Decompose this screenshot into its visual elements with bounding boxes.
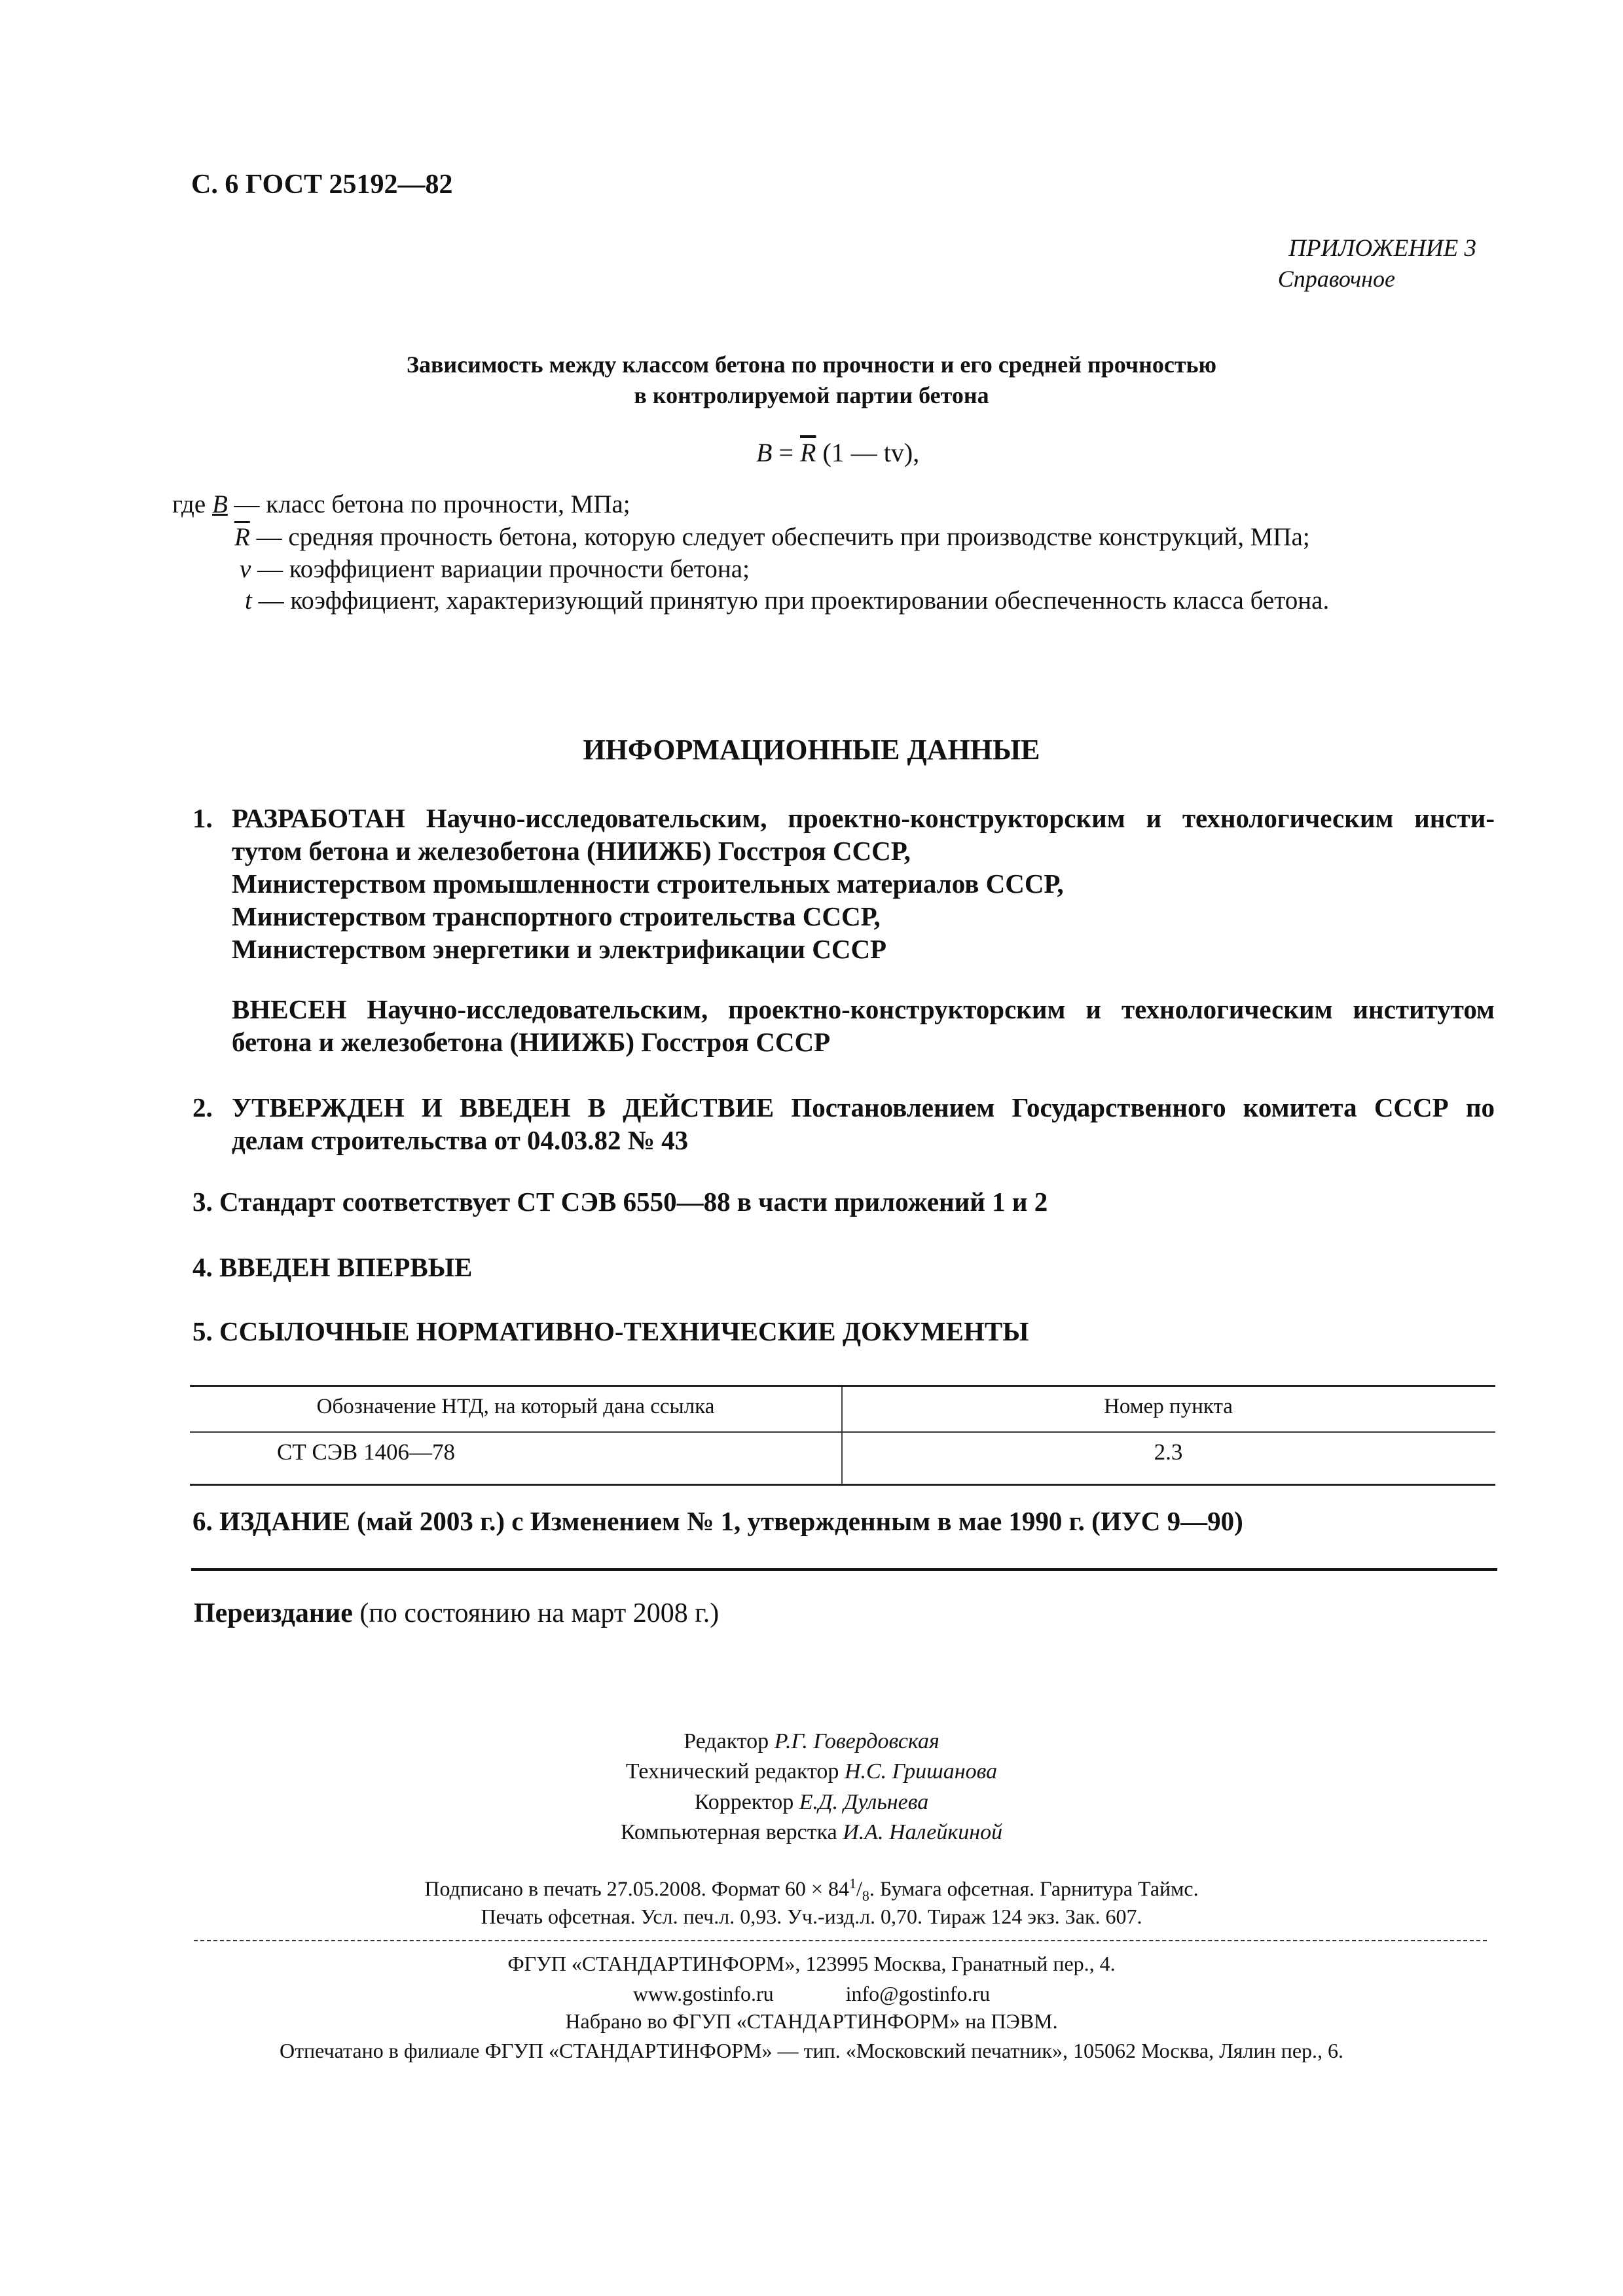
where-definition	[245, 586, 1329, 615]
where-definition	[172, 490, 630, 519]
imprint-divider	[194, 1940, 1487, 1941]
formula-mean-strength-symbol: $\overline{R}$	[800, 438, 816, 467]
info-heading: ИНФОРМАЦИОННЫЕ ДАННЫЕ	[583, 734, 1040, 766]
formula-class-symbol: B	[756, 438, 773, 467]
credit-line	[0, 1729, 1623, 1754]
where-text: — класс бетона по прочности, МПа;	[227, 490, 630, 518]
credit-line	[0, 1820, 1623, 1845]
item-2-line: УТВЕРЖДЕН И ВВЕДЕН В ДЕЙСТВИЕ Постановлением Государственного комитета СССР по	[232, 1092, 1495, 1122]
where-text: — коэффициент вариации прочности бетона;	[251, 555, 750, 583]
divider	[191, 1568, 1497, 1571]
item-1-line: Министерством энергетики и электрификации СССР	[232, 934, 887, 964]
reprint-text: (по состоянию на март 2008 г.)	[352, 1598, 720, 1628]
imprint-fraction-numerator: 1	[848, 1875, 856, 1892]
item-1-line: ВНЕСЕН Научно-исследовательским, проектно-конструкторским и технологическим институтом	[232, 994, 1495, 1024]
imprint-fraction-slash: /	[856, 1876, 862, 1901]
appendix-type: Справочное	[1277, 266, 1395, 292]
imprint-text: . Бумага офсетная. Гарнитура Таймс.	[869, 1876, 1199, 1901]
table-header-cell: Номер пункта	[1104, 1395, 1233, 1418]
publisher-address: ФГУП «СТАНДАРТИНФОРМ», 123995 Москва, Гранатный пер., 4.	[507, 1952, 1116, 1975]
imprint-line-1	[0, 1875, 1623, 1905]
credit-name: И.А. Налейкиной	[843, 1820, 1003, 1844]
page-header: С. 6 ГОСТ 25192—82	[191, 170, 453, 200]
where-text: — коэффициент, характеризующий принятую при проектировании обеспеченность класса бетона.	[251, 586, 1330, 615]
credit-role: Технический редактор	[625, 1759, 845, 1784]
publisher-email: info@gostinfo.ru	[845, 1982, 991, 2005]
where-definition	[234, 522, 1310, 552]
item-1-line: бетона и железобетона (НИИЖБ) Госстроя СССР	[232, 1027, 831, 1057]
credit-name: Р.Г. Говердовская	[774, 1729, 939, 1753]
appendix-number: ПРИЛОЖЕНИЕ 3	[1288, 235, 1476, 262]
where-symbol: B	[211, 490, 228, 518]
formula	[756, 437, 919, 468]
table-cell: СТ СЭВ 1406—78	[277, 1439, 456, 1465]
where-symbol: $\overline{R}$	[234, 523, 250, 551]
reprint-label: Переиздание	[194, 1598, 353, 1628]
reference-table	[190, 1385, 1495, 1486]
table-header-cell: Обозначение НТД, на который дана ссылка	[316, 1395, 715, 1418]
item-5: 5. ССЫЛОЧНЫЕ НОРМАТИВНО-ТЕХНИЧЕСКИЕ ДОКУМЕНТЫ	[192, 1316, 1029, 1346]
where-text: — средняя прочность бетона, которую следует обеспечить при производстве конструкций, МПа;	[249, 523, 1310, 551]
item-4: 4. ВВЕДЕН ВПЕРВЫЕ	[192, 1252, 473, 1282]
table-header-divider	[190, 1431, 1495, 1433]
credit-name: Е.Д. Дульнева	[799, 1790, 929, 1814]
where-symbol: v	[240, 555, 251, 583]
where-definition	[240, 554, 750, 584]
imprint-text: Подписано в печать 27.05.2008. Формат 60 × 84	[424, 1876, 849, 1901]
credit-role: Компьютерная верстка	[620, 1820, 843, 1844]
publisher-contacts	[0, 1982, 1623, 2006]
appendix-title-line-1: Зависимость между классом бетона по прочности и его средней прочностью	[406, 351, 1217, 378]
item-1-line: РАЗРАБОТАН Научно-исследовательским, проектно-конструкторским и технологическим инсти-	[232, 803, 1495, 833]
item-1-line: Министерством промышленности строительных материалов СССР,	[232, 869, 1064, 899]
publisher-printing: Отпечатано в филиале ФГУП «СТАНДАРТИНФОРМ» — тип. «Московский печатник», 105062 Москва, Лялин пер., 6.	[279, 2039, 1344, 2062]
publisher-typesetting: Набрано во ФГУП «СТАНДАРТИНФОРМ» на ПЭВМ.	[565, 2009, 1058, 2033]
imprint-line-2: Печать офсетная. Усл. печ.л. 0,93. Уч.-изд.л. 0,70. Тираж 124 экз. Зак. 607.	[481, 1905, 1142, 1928]
credit-role: Редактор	[684, 1729, 775, 1753]
credit-line	[0, 1759, 1623, 1784]
table-cell: 2.3	[1154, 1439, 1183, 1465]
formula-rhs: (1 — tv),	[816, 438, 920, 467]
publisher-website: www.gostinfo.ru	[632, 1982, 774, 2005]
item-1-line: тутом бетона и железобетона (НИИЖБ) Госстроя СССР,	[232, 836, 911, 866]
credit-name: Н.С. Гришанова	[844, 1759, 998, 1784]
item-number: 2.	[192, 1092, 213, 1122]
item-6: 6. ИЗДАНИЕ (май 2003 г.) с Изменением № 1, утвержденным в мае 1990 г. (ИУС 9—90)	[192, 1506, 1243, 1536]
formula-equals: =	[772, 438, 800, 467]
item-2-line: делам строительства от 04.03.82 № 43	[232, 1125, 689, 1155]
item-number: 1.	[192, 803, 213, 833]
where-symbol: t	[245, 586, 252, 615]
item-3: 3. Стандарт соответствует СТ СЭВ 6550—88 в части приложений 1 и 2	[192, 1187, 1048, 1217]
credit-line	[0, 1790, 1623, 1815]
credit-role: Корректор	[694, 1790, 799, 1814]
reprint-note	[194, 1598, 719, 1629]
appendix-title-line-2: в контролируемой партии бетона	[634, 382, 989, 408]
where-lead: где	[172, 490, 212, 518]
imprint-fraction-denominator: 8	[862, 1888, 869, 1905]
item-1-line: Министерством транспортного строительства СССР,	[232, 901, 881, 931]
